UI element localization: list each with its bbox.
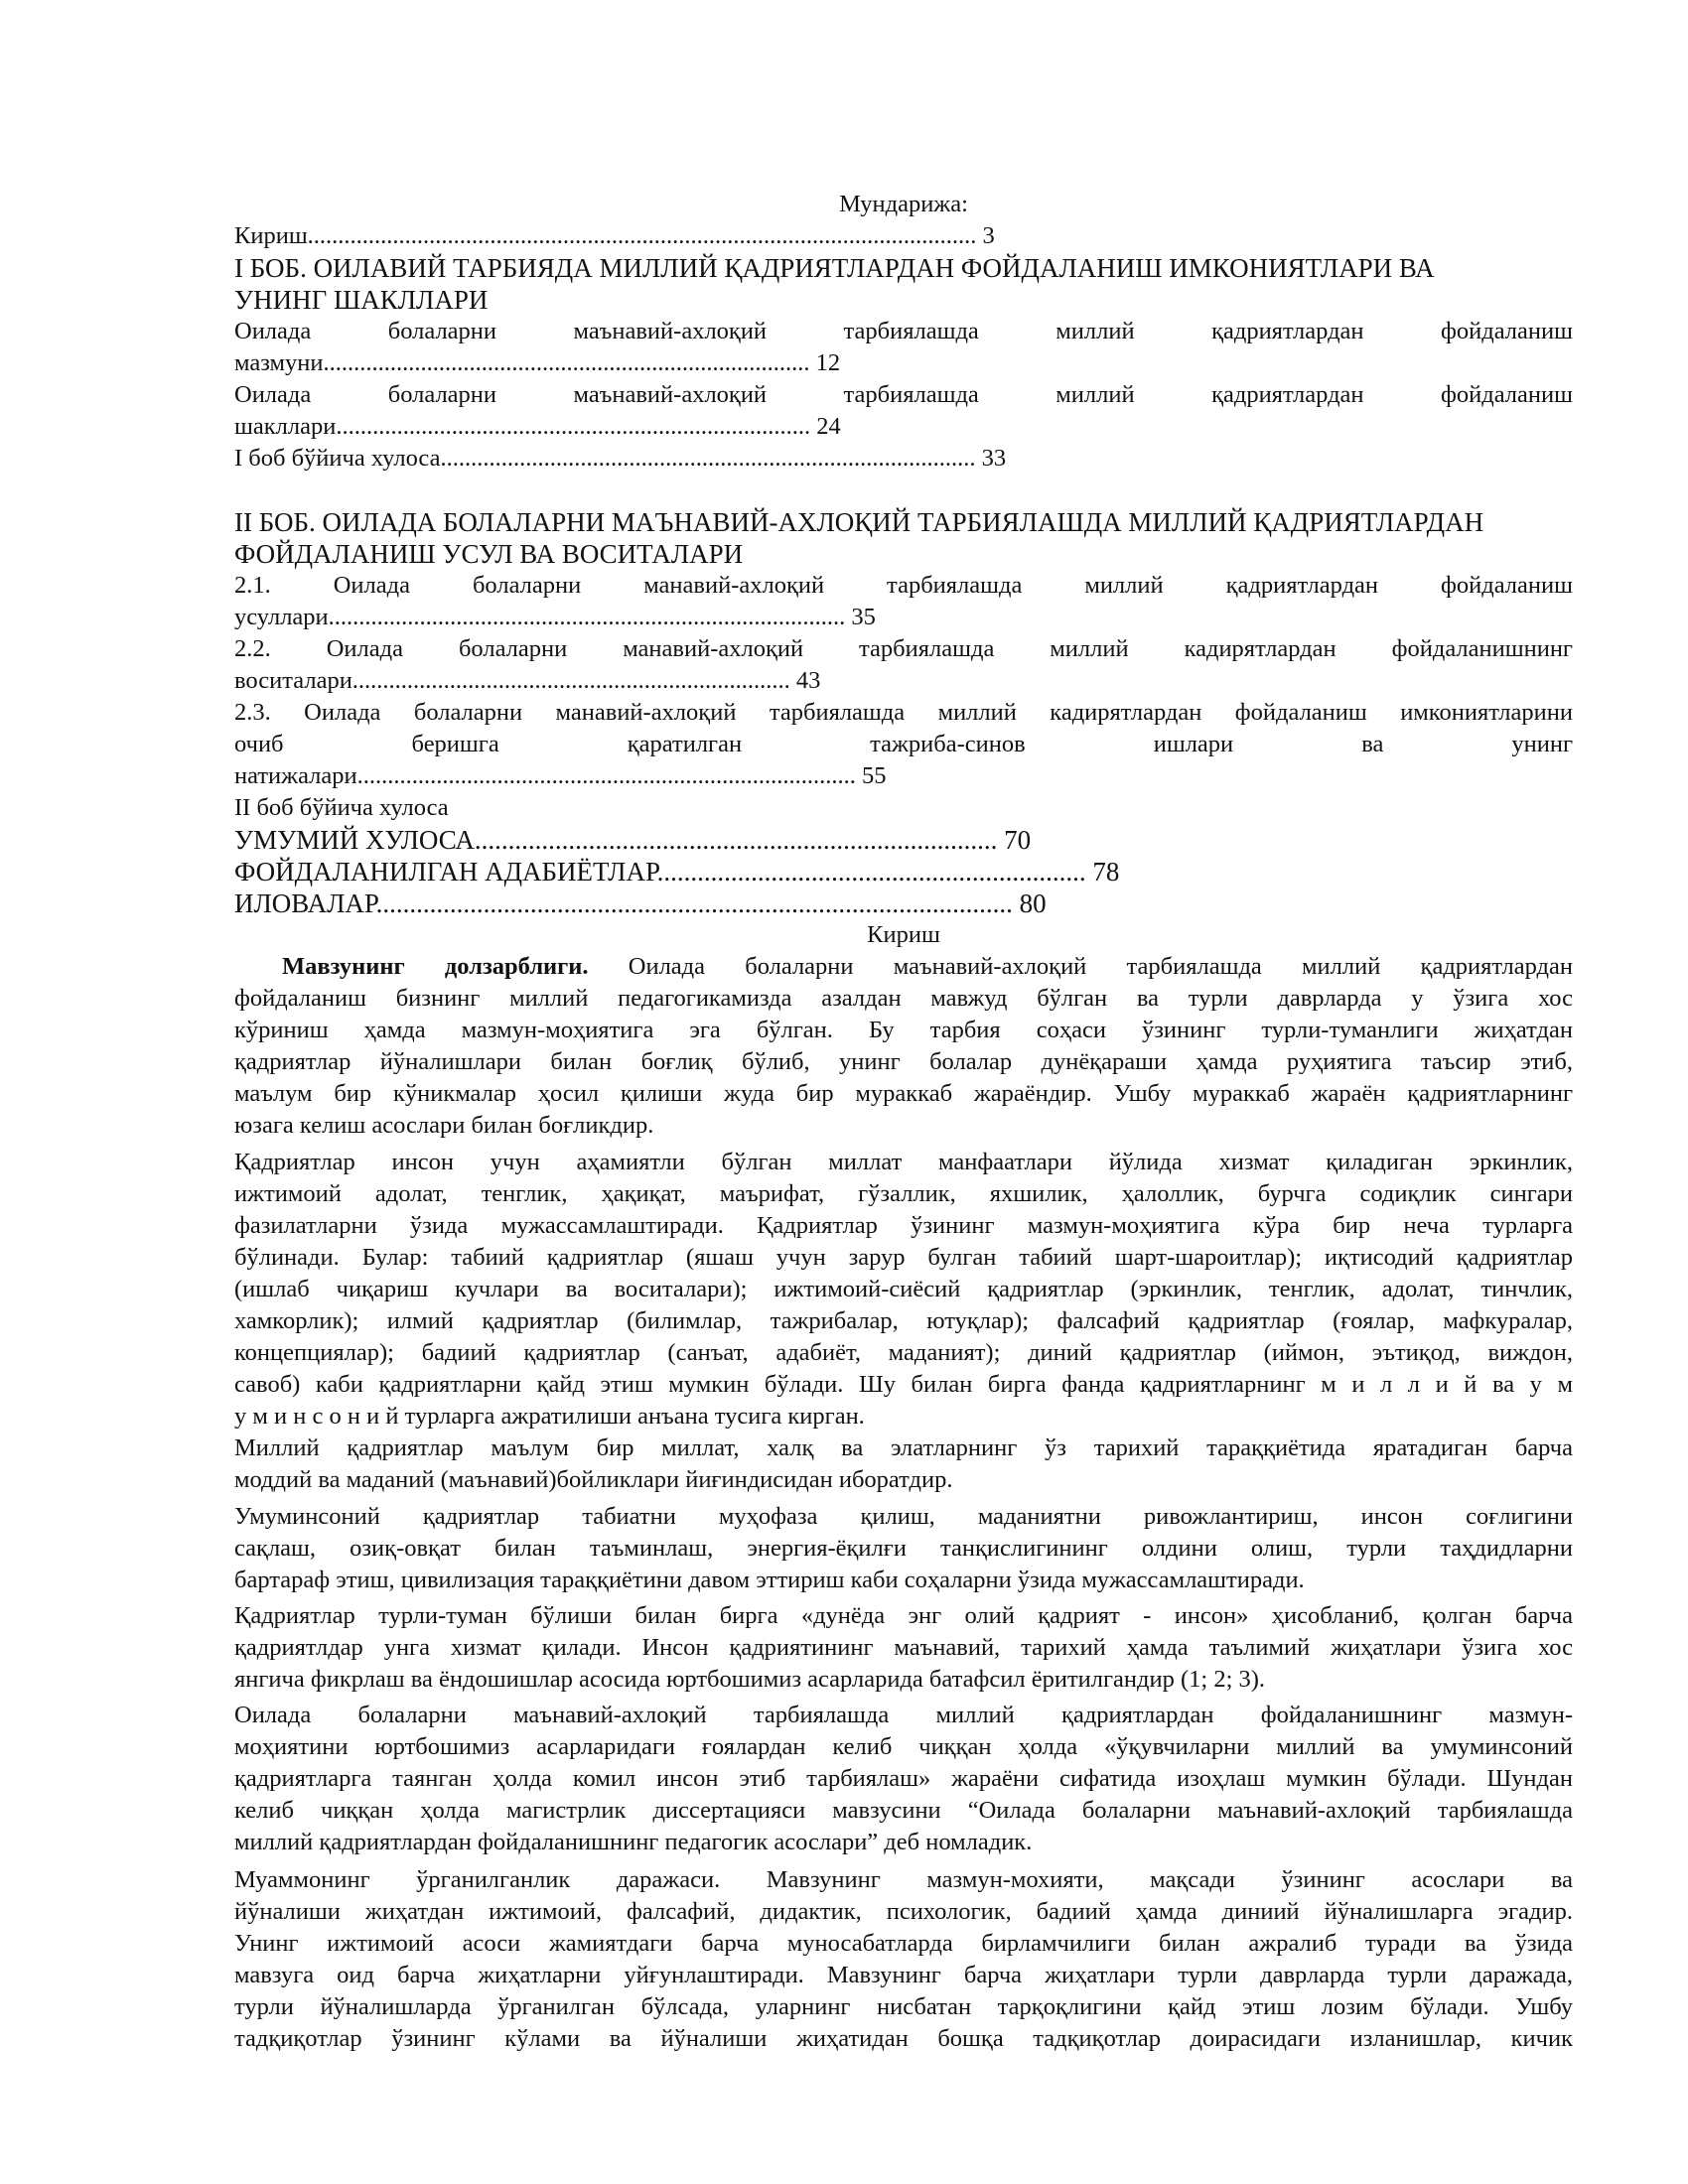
body-text-line: Қадриятлар инсон учун аҳамиятли бўлган миллат манфаатлари йўлида хизмат қиладиган эркинлик, [234,1149,1573,1175]
body-text-line: миллий қадриятлардан фойдаланишнинг педагогик асослари” деб номладик. [234,1829,1033,1855]
body-text-line: Умуминсоний қадриятлар табиатни муҳофаза қилиш, маданиятни ривожлантириш, инсон соғлигини [234,1503,1573,1530]
toc-entry-line: ИЛОВАЛАР............................................................................................... 80 [234,888,1047,918]
body-text-line: ижтимоий адолат, тенглик, ҳақиқат, маърифат, гўзаллик, яхшилик, ҳалоллик, бурчга содиқлик сингари [234,1180,1573,1207]
intro-lead-line [234,951,1573,983]
body-text-line: тадқиқотлар ўзининг кўлами ва йўналиши жиҳатидан бошқа тадқиқотлар доирасидаги изланишлар, кичик [234,2025,1573,2052]
body-text-line: Миллий қадриятлар маълум бир миллат, халқ ва элатларнинг ўз тарихий тараққиётида яратадиган барча [234,1434,1573,1461]
toc-entry-line: II боб бўйича хулоса [234,794,449,821]
body-text-line: сақлаш, озиқ-овқат билан таъминлаш, энергия-ёқилғи танқислигининг олдини олиш, турли таҳдидларни [234,1535,1573,1562]
toc-entry-line: усуллари..................................................................................... 35 [234,604,876,630]
body-text-line: савоб) каби қадриятларни қайд этиш мумкин бўлади. Шу билан бирга фанда қадриятларнинг м и л л и й ва у м [234,1371,1573,1398]
toc-entry-line: Оилада болаларни маънавий-ахлоқий тарбиялашда миллий қадриятлардан фойдаланиш [234,381,1573,408]
body-text-line: келиб чиққан ҳолда магистрлик диссертацияси мавзусини “Оилада болаларни маънавий-ахлоқий тарбиялашда [234,1797,1573,1824]
body-text-line: юзага келиш асослари билан боғликдир. [234,1112,654,1139]
body-text-line: бартараф этиш, цивилизация тараққиётини давом эттириш каби соҳаларни ўзида мужассамлаштиради. [234,1567,1305,1593]
body-text-line: (ишлаб чиқариш кучлари ва воситалари); ижтимоий-сиёсий қадриятлар (эркинлик, тенглик, адолат, тинчлик, [234,1276,1573,1302]
body-text-line: Қадриятлар турли-туман бўлиши билан бирга «дунёда энг олий қадрият - инсон» ҳисобланиб, қолган барча [234,1602,1573,1629]
toc-entry-line: II БОБ. ОИЛАДА БОЛАЛАРНИ МАЪНАВИЙ-АХЛОҚИЙ ТАРБИЯЛАШДА МИЛЛИЙ ҚАДРИЯТЛАРДАН [234,507,1484,537]
relevance-lead-text: Оилада болаларни маънавий-ахлоқий тарбиялашда миллий қадриятлардан [588,953,1573,980]
toc-entry-line: ФОЙДАЛАНИЛГАН АДАБИЁТЛАР................................................................ 78 [234,857,1120,887]
toc-entry-line: шакллари.............................................................................. 24 [234,413,841,440]
body-text-line: концепциялар); бадиий қадриятлар (санъат, адабиёт, маданият); диний қадриятлар (иймон, эътиқод, виждон, [234,1339,1573,1366]
toc-entry-line: Кириш.............................................................................................................. 3 [234,222,995,249]
body-text-line: моҳиятини юртбошимиз асарларидаги ғоялардан келиб чиққан ҳолда «ўқувчиларни миллий ва умуминсоний [234,1733,1573,1760]
body-text-line: Муаммонинг ўрганилганлик даражаси. Мавзунинг мазмун-мохияти, мақсади ўзининг асослари ва [234,1866,1573,1893]
intro-heading: Кириш [867,921,940,948]
body-text-line: Унинг ижтимоий асоси жамиятдаги барча муносабатларда бирламчилиги билан ажралиб туради ва ўзида [234,1930,1573,1957]
toc-entry-line: натижалари.................................................................................. 55 [234,762,887,789]
body-text-line: маълум бир кўникмалар ҳосил қилиши жуда бир мураккаб жараёндир. Ушбу мураккаб жараён қадриятларнинг [234,1080,1573,1107]
body-text-line: қадриятларга таянган ҳолда комил инсон этиб тарбиялаш» жараёни сифатида изоҳлаш мумкин бўлади. Шундан [234,1765,1573,1792]
body-text-line: йўналиши жиҳатдан ижтимоий, фалсафий, дидактик, психологик, бадиий ҳамда диниий йўналишларга эгадир. [234,1898,1573,1925]
body-text-line: у м и н с о н и й турларга ажратилиши анъана тусига кирган. [234,1403,865,1430]
toc-entry-line: 2.2. Оилада болаларни манавий-ахлоқий тарбиялашда миллий кадирятлардан фойдаланишнинг [234,635,1573,662]
toc-entry-line: воситалари........................................................................ 43 [234,667,821,694]
toc-entry-line: 2.3. Оилада болаларни манавий-ахлоқий тарбиялашда миллий кадирятлардан фойдаланиш имкониятларини [234,699,1573,726]
body-text-line: қадриятлар йўналишлари билан боғлиқ бўлиб, унинг болалар дунёқараши ҳамда руҳиятига таъсир этиб, [234,1048,1573,1075]
toc-entry-line: УНИНГ ШАКЛЛАРИ [234,285,489,315]
body-text-line: фойдаланиш бизнинг миллий педагогикамизда азалдан мавжуд бўлган ва турли даврларда у ўзига хос [234,985,1573,1012]
body-text-line: фазилатларни ўзида мужассамлаштиради. Қадриятлар ўзининг мазмун-моҳиятига кўра бир неча турларга [234,1212,1573,1239]
toc-entry-line: мазмуни................................................................................ 12 [234,349,841,376]
toc-entry-line: I БОБ. ОИЛАВИЙ ТАРБИЯДА МИЛЛИЙ ҚАДРИЯТЛАРДАН ФОЙДАЛАНИШ ИМКОНИЯТЛАРИ ВА [234,253,1435,283]
body-text-line: бўлинади. Булар: табиий қадриятлар (яшаш учун зарур булган табиий шарт-шароитлар); иқтисодий қадриятлар [234,1244,1573,1271]
body-text-line: турли йўналишларда ўрганилган бўлсада, уларнинг нисбатан тарқоқлигини қайд этиш лозим бўлади. Ушбу [234,1993,1573,2020]
toc-entry-line: I боб бўйича хулоса........................................................................................ 33 [234,445,1007,472]
body-text-line: мавзуга оид барча жиҳатларни уйғунлаштиради. Мавзунинг барча жиҳатлари турли даврларда турли даражада, [234,1962,1573,1988]
toc-entry-line: ФОЙДАЛАНИШ УСУЛ ВА ВОСИТАЛАРИ [234,539,744,569]
toc-heading: Мундарижа: [839,191,968,217]
toc-entry-line: УМУМИЙ ХУЛОСА.............................................................................. 70 [234,825,1032,855]
body-text-line: кўриниш ҳамда мазмун-моҳиятига эга бўлган. Бу тарбия соҳаси ўзининг турли-туманлиги жиҳатдан [234,1017,1573,1043]
toc-entry-line: Оилада болаларни маънавий-ахлоқий тарбиялашда миллий қадриятлардан фойдаланиш [234,318,1573,344]
toc-entry-line: очиб беришга қаратилган тажриба-синов ишлари ва унинг [234,731,1573,757]
relevance-label: Мавзунинг долзарблиги. [282,953,589,980]
body-text-line: моддий ва маданий (маънавий)бойликлари йиғиндисидан иборатдир. [234,1466,953,1493]
body-text-line: Оилада болаларни маънавий-ахлоқий тарбиялашда миллий қадриятлардан фойдаланишнинг мазмун- [234,1702,1573,1728]
body-text-line: қадриятлдар унга хизмат қилади. Инсон қадриятининг маънавий, тарихий ҳамда таълимий жиҳатлари ўзига хос [234,1634,1573,1661]
toc-entry-line: 2.1. Оилада болаларни манавий-ахлоқий тарбиялашда миллий қадриятлардан фойдаланиш [234,572,1573,599]
body-text-line: хамкорлик); илмий қадриятлар (билимлар, тажрибалар, ютуқлар); фалсафий қадриятлар (ғоялар, мафкуралар, [234,1307,1573,1334]
body-text-line: янгича фикрлаш ва ёндошишлар асосида юртбошимиз асарларида батафсил ёритилгандир (1; 2; 3). [234,1666,1266,1693]
